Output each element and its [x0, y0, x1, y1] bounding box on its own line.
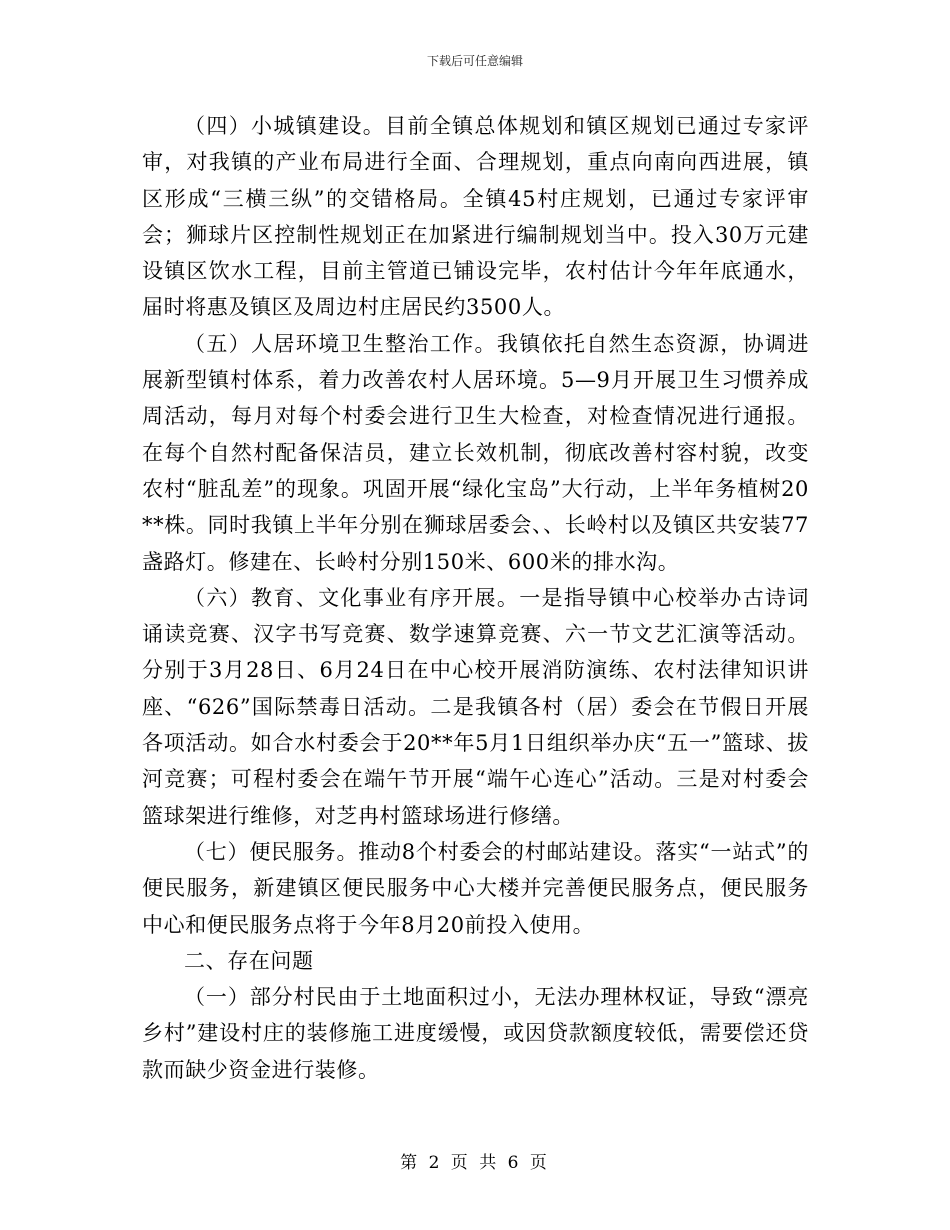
page-header: 下载后可任意编辑 — [426, 54, 523, 68]
section-7-paragraph: （七）便民服务。推动8个村委会的村邮站建设。落实“一站式”的便民服务，新建镇区便民服务中心大楼并完善便民服务点，便民服务中心和便民服务点将于今年8月20前投入使用。 — [142, 839, 809, 937]
problems-heading: 二、存在问题 — [184, 948, 314, 973]
document-body — [142, 108, 809, 1088]
section-4-paragraph: （四）小城镇建设。目前全镇总体规划和镇区规划已通过专家评审，对我镇的产业布局进行全面、合理规划，重点向南向西进展，镇区形成“三横三纵”的交错格局。全镇45村庄规划，已通过专家评审会；狮球片区控制性规划正在加紧进行编制规划当中。投入30万元建设镇区饮水工程，目前主管道已铺设完毕，农村估计今年年底通水，届时将惠及镇区及周边村庄居民约3500人。 — [142, 114, 809, 320]
section-5-paragraph: （五）人居环境卫生整治工作。我镇依托自然生态资源，协调进展新型镇村体系，着力改善农村人居环境。5—9月开展卫生习惯养成周活动，每月对每个村委会进行卫生大检查，对检查情况进行通报。在每个自然村配备保洁员，建立长效机制，彻底改善村容村貌，改变农村“脏乱差”的现象。巩固开展“绿化宝岛”大行动，上半年务植树20**株。同时我镇上半年分别在狮球居委会、、长岭村以及镇区共安装77盏路灯。修建在、长岭村分别150米、600米的排水沟。 — [142, 331, 809, 574]
problem-1-paragraph: （一）部分村民由于土地面积过小，无法办理林权证，导致“漂亮乡村”建设村庄的装修施工进度缓慢，或因贷款额度较低，需要偿还贷款而缺少资金进行装修。 — [142, 985, 809, 1082]
page-number: 第 2 页 共 6 页 — [400, 1153, 550, 1173]
section-6-paragraph: （六）教育、文化事业有序开展。一是指导镇中心校举办古诗词诵读竞赛、汉字书写竞赛、数学速算竞赛、六一节文艺汇演等活动。分别于3月28日、6月24日在中心校开展消防演练、农村法律知识讲座、“626”国际禁毒日活动。二是我镇各村（居）委会在节假日开展各项活动。如合水村委会于20**年5月1日组织举办庆“五一”篮球、拔河竞赛；可程村委会在端午节开展“端午心连心”活动。三是对村委会篮球架进行维修，对芝冉村篮球场进行修缮。 — [142, 585, 809, 828]
